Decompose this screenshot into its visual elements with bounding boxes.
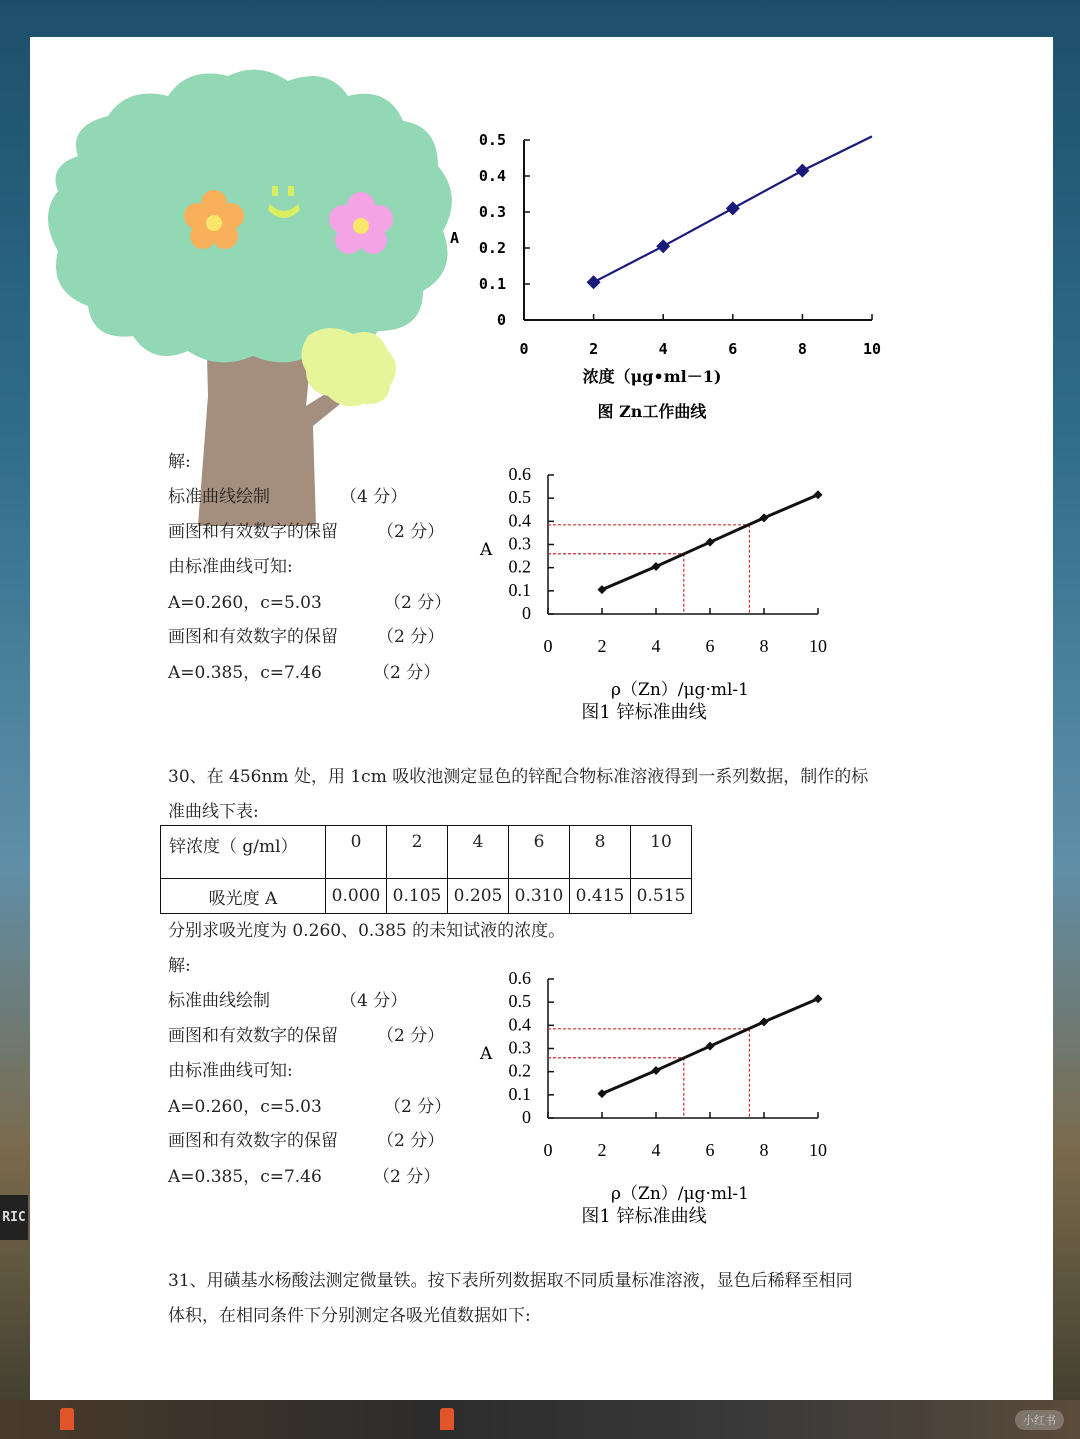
answer-a-line3: 由标准曲线可知: — [168, 557, 293, 577]
zinc-data-table — [160, 825, 692, 914]
table-cell: 0.000 — [326, 879, 387, 914]
data-point — [726, 201, 740, 215]
x-tick-label: 0 — [519, 340, 529, 358]
tree-sticker-icon — [38, 66, 458, 526]
data-point — [814, 490, 823, 499]
background-sign — [0, 1195, 28, 1240]
x-tick-label: 2 — [597, 636, 607, 656]
background-sign-text: RIC — [2, 1210, 26, 1225]
data-point — [814, 994, 823, 1003]
chart1-x-label: 浓度（μg•ml－1) — [582, 367, 722, 386]
table-cell-header: 吸光度 A — [161, 879, 326, 914]
traffic-cone-icon — [440, 1408, 454, 1430]
y-tick-label: 0.1 — [508, 579, 531, 600]
y-tick-label: 0.1 — [508, 1083, 531, 1104]
answer-b-line2-points: （2 分） — [377, 1026, 445, 1046]
chart1-title: 图 Zn工作曲线 — [597, 402, 707, 421]
y-tick-label: 0.5 — [478, 131, 506, 149]
answer-a-line6: A=0.385，c=7.46 — [168, 663, 322, 683]
table-cell: 0.515 — [631, 879, 692, 914]
x-tick-label: 8 — [759, 636, 769, 656]
x-tick-label: 10 — [809, 636, 827, 656]
x-tick-label: 6 — [705, 1140, 715, 1160]
y-tick-label: 0 — [496, 311, 506, 329]
chart1-plot — [479, 131, 881, 358]
table-cell: 4 — [448, 826, 509, 879]
answer-b-line1: 标准曲线绘制 — [168, 991, 270, 1011]
table-cell: 0.415 — [570, 879, 631, 914]
chart2-x-label: ρ（Zn）/μg·ml-1 — [611, 680, 749, 700]
y-tick-label: 0.4 — [478, 167, 506, 185]
y-tick-label: 0.4 — [508, 1014, 531, 1035]
y-tick-label: 0 — [522, 603, 531, 623]
q30-text-line2: 准曲线下表: — [168, 802, 259, 822]
data-point — [598, 585, 607, 594]
data-point — [795, 164, 809, 178]
y-tick-label: 0.3 — [478, 203, 506, 221]
x-tick-label: 8 — [759, 1140, 769, 1160]
x-tick-label: 4 — [651, 1140, 661, 1160]
data-point — [587, 275, 601, 289]
q31-text-line1: 31、用磺基水杨酸法测定微量铁。按下表所列数据取不同质量标准溶液，显色后稀释至相同 — [168, 1271, 853, 1291]
table-cell: 0.310 — [509, 879, 570, 914]
table-cell: 8 — [570, 826, 631, 879]
answer-b-line4-points: （2 分） — [384, 1097, 452, 1117]
watermark: 小红书 — [1015, 1410, 1064, 1430]
y-tick-label: 0.5 — [508, 487, 531, 508]
answer-b-line4: A=0.260，c=5.03 — [168, 1097, 322, 1117]
answer-b-label: 解: — [168, 956, 191, 976]
answer-a-line4: A=0.260，c=5.03 — [168, 593, 322, 613]
y-tick-label: 0.3 — [508, 1037, 531, 1058]
x-tick-label: 10 — [809, 1140, 827, 1160]
answer-b-line1-points: （4 分） — [340, 991, 408, 1011]
data-point — [760, 513, 769, 522]
answer-a-line4-points: （2 分） — [384, 593, 452, 613]
q30-question: 分别求吸光度为 0.260、0.385 的未知试液的浓度。 — [168, 921, 566, 941]
zn-standard-curve-chart-1 — [468, 462, 848, 727]
y-tick-label: 0 — [522, 1107, 531, 1127]
answer-b-line2: 画图和有效数字的保留 — [168, 1026, 338, 1046]
table-cell: 0.205 — [448, 879, 509, 914]
x-tick-label: 6 — [705, 636, 715, 656]
data-point — [652, 562, 661, 571]
answer-b-line5-points: （2 分） — [377, 1131, 445, 1151]
answer-a-line2: 画图和有效数字的保留 — [168, 522, 338, 542]
answer-b-line6-points: （2 分） — [373, 1167, 441, 1187]
table-cell: 0 — [326, 826, 387, 879]
y-tick-label: 0.5 — [508, 991, 531, 1012]
y-tick-label: 0.2 — [508, 556, 531, 577]
x-tick-label: 4 — [658, 340, 668, 358]
y-tick-label: 0.3 — [508, 533, 531, 554]
table-cell: 0.105 — [387, 879, 448, 914]
chart3-plot — [509, 968, 828, 1160]
table-cell-header: 锌浓度（ g/ml） — [161, 826, 326, 879]
x-tick-label: 2 — [589, 340, 599, 358]
y-tick-label: 0.2 — [478, 239, 506, 257]
x-tick-label: 6 — [728, 340, 738, 358]
answer-a-line6-points: （2 分） — [373, 663, 441, 683]
traffic-cone-icon — [60, 1408, 74, 1430]
x-tick-label: 10 — [862, 340, 882, 358]
zn-working-curve-chart — [440, 120, 900, 430]
chart2-title: 图1 锌标准曲线 — [581, 702, 707, 723]
y-tick-label: 0.1 — [478, 275, 506, 293]
data-point — [656, 239, 670, 253]
answer-a-line1: 标准曲线绘制 — [168, 487, 270, 507]
zn-standard-curve-chart-2 — [468, 966, 848, 1231]
chart1-y-label: A — [450, 229, 460, 247]
chart2-y-label: A — [480, 540, 493, 560]
answer-a-line1-points: （4 分） — [340, 487, 408, 507]
y-tick-label: 0.2 — [508, 1060, 531, 1081]
table-row-concentration — [161, 826, 692, 879]
data-point — [760, 1017, 769, 1026]
q31-text-line2: 体积，在相同条件下分别测定各吸光值数据如下: — [168, 1306, 531, 1326]
table-cell: 6 — [509, 826, 570, 879]
x-tick-label: 0 — [543, 1140, 553, 1160]
answer-b-line3: 由标准曲线可知: — [168, 1061, 293, 1081]
background-road — [0, 1400, 1080, 1439]
answer-a-line5-points: （2 分） — [377, 627, 445, 647]
answer-b-line6: A=0.385，c=7.46 — [168, 1167, 322, 1187]
chart3-title: 图1 锌标准曲线 — [581, 1206, 707, 1227]
table-row-absorbance — [161, 879, 692, 914]
table-cell: 2 — [387, 826, 448, 879]
y-tick-label: 0.6 — [508, 968, 531, 988]
data-point — [598, 1089, 607, 1098]
q30-text-line1: 30、在 456nm 处，用 1cm 吸收池测定显色的锌配合物标准溶液得到一系列数据，制作的标 — [168, 767, 869, 787]
chart2-plot — [509, 464, 828, 656]
data-point — [652, 1066, 661, 1075]
data-point — [706, 1042, 715, 1051]
answer-a-line2-points: （2 分） — [377, 522, 445, 542]
data-point — [706, 538, 715, 547]
y-tick-label: 0.6 — [508, 464, 531, 484]
answer-b-line5: 画图和有效数字的保留 — [168, 1131, 338, 1151]
chart3-y-label: A — [480, 1044, 493, 1064]
x-tick-label: 4 — [651, 636, 661, 656]
y-tick-label: 0.4 — [508, 510, 531, 531]
answer-a-line5: 画图和有效数字的保留 — [168, 627, 338, 647]
x-tick-label: 8 — [797, 340, 807, 358]
x-tick-label: 2 — [597, 1140, 607, 1160]
answer-a-label: 解: — [168, 452, 191, 472]
chart3-x-label: ρ（Zn）/μg·ml-1 — [611, 1184, 749, 1204]
x-tick-label: 0 — [543, 636, 553, 656]
table-cell: 10 — [631, 826, 692, 879]
